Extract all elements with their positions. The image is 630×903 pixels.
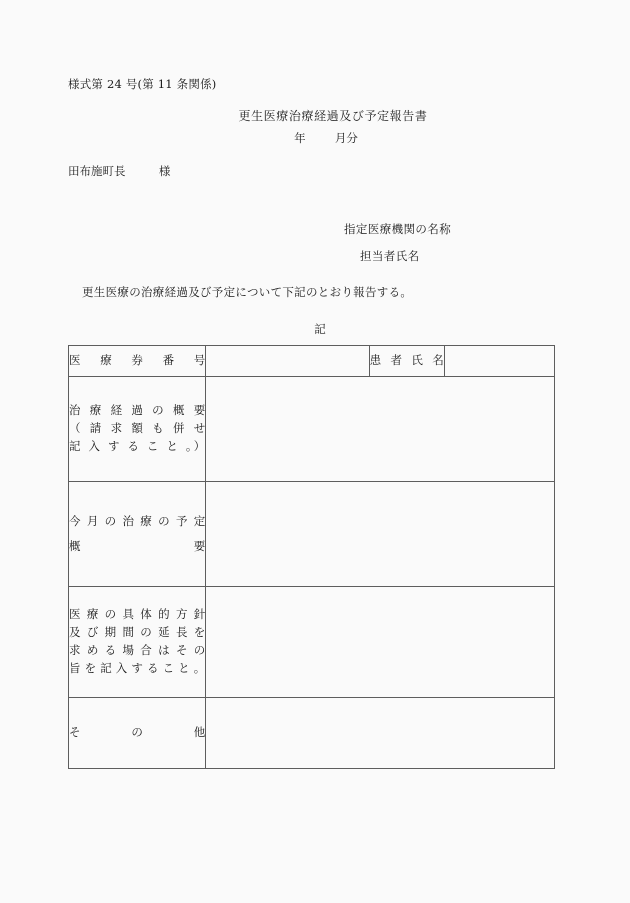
- table-row: [69, 482, 555, 587]
- sender-person-label: 担当者氏名: [360, 249, 420, 263]
- label-text-line: 概 要: [69, 539, 206, 553]
- period-month-label: 月分: [334, 131, 358, 145]
- ki-marker: 記: [314, 322, 326, 336]
- period-year-label: 年: [294, 131, 306, 145]
- treatment-course-label: [69, 377, 206, 482]
- treatment-course-field[interactable]: [206, 377, 555, 482]
- medical-ticket-number-label: [69, 346, 206, 377]
- monthly-treatment-plan-label: [69, 482, 206, 587]
- table-row: [69, 377, 555, 482]
- label-text-line: 治 療 経 過 の 概 要: [69, 403, 206, 418]
- label-text-line: 旨 を 記 入 す る こ と 。: [69, 660, 206, 675]
- other-field[interactable]: [206, 698, 555, 769]
- table-row: [69, 587, 555, 698]
- form-number: 様式第 24 号(第 11 条関係): [68, 77, 217, 91]
- patient-name-field[interactable]: [444, 346, 554, 377]
- report-table: [68, 345, 555, 769]
- treatment-policy-label: [69, 587, 206, 698]
- label-text: 患 者 氏 名: [369, 353, 444, 368]
- label-text-line: （ 請 求 額 も 併 せ: [69, 421, 206, 436]
- addressee-name: 田布施町長: [68, 164, 126, 178]
- label-text-line: 求 め る 場 合 は そ の: [69, 643, 206, 657]
- addressee: [68, 163, 170, 179]
- addressee-honorific: 様: [158, 164, 171, 178]
- treatment-policy-field[interactable]: [206, 587, 555, 698]
- patient-name-label: [369, 346, 444, 377]
- label-text: 医 療 券 番 号: [69, 353, 206, 368]
- label-text-line: そ の 他: [69, 725, 206, 740]
- label-text-line: 記 入 す る こ と 。）: [69, 438, 206, 453]
- other-label: [69, 698, 206, 769]
- lead-paragraph: 更生医療の治療経過及び予定について下記のとおり報告する。: [82, 285, 413, 299]
- page-title: 更生医療治療経過及び予定報告書: [238, 109, 428, 123]
- medical-ticket-number-field[interactable]: [206, 346, 369, 377]
- label-text-line: 今 月 の 治 療 の 予 定: [69, 514, 206, 529]
- reporting-period: [0, 130, 630, 146]
- label-text-line: 及 び 期 間 の 延 長 を: [69, 625, 206, 640]
- monthly-treatment-plan-field[interactable]: [206, 482, 555, 587]
- table-row: [69, 698, 555, 769]
- table-row: [69, 346, 555, 377]
- sender-organization-label: 指定医療機関の名称: [344, 222, 452, 236]
- label-text-line: 医 療 の 具 体 的 方 針: [69, 607, 206, 622]
